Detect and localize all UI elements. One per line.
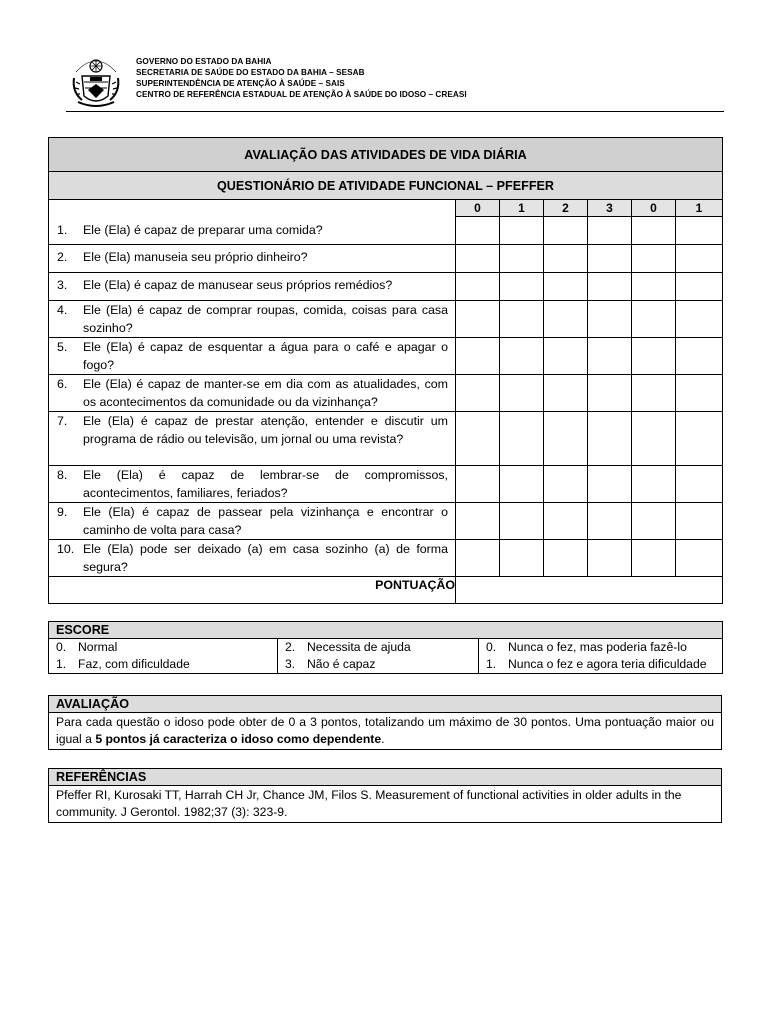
total-score-label: PONTUAÇÃO: [49, 577, 456, 604]
score-cell[interactable]: [456, 540, 500, 577]
avaliacao-text-end: .: [381, 732, 385, 746]
avaliacao-section: [48, 695, 722, 750]
escore-code: 0.: [56, 640, 67, 654]
escore-column: [278, 639, 479, 674]
question-cell: [49, 466, 456, 503]
score-cell[interactable]: [456, 375, 500, 412]
question-cell: [49, 412, 456, 466]
escore-label: Nunca o fez, mas poderia fazê-lo: [508, 640, 687, 654]
question-number: 1.: [57, 222, 68, 237]
question-text: Ele (Ela) é capaz de passear pela vizinhança e encontrar o caminho de volta para casa?: [83, 505, 448, 537]
escore-label: Faz, com dificuldade: [78, 657, 190, 671]
escore-legend: [48, 621, 723, 674]
score-cell[interactable]: [632, 375, 676, 412]
score-column-header: 2: [544, 200, 588, 217]
escore-label: Nunca o fez e agora teria dificuldade: [508, 657, 707, 671]
score-cell[interactable]: [676, 217, 723, 245]
escore-label: Não é capaz: [307, 657, 376, 671]
score-cell[interactable]: [632, 338, 676, 375]
pfeffer-questionnaire-table: [48, 137, 723, 604]
question-number: 7.: [57, 414, 68, 428]
score-cell[interactable]: [588, 273, 632, 301]
referencias-section: [48, 768, 722, 823]
score-column-header: 3: [588, 200, 632, 217]
score-cell[interactable]: [500, 273, 544, 301]
score-cell[interactable]: [676, 540, 723, 577]
score-cell[interactable]: [456, 217, 500, 245]
score-cell[interactable]: [676, 503, 723, 540]
header-line-government: GOVERNO DO ESTADO DA BAHIA: [136, 57, 272, 66]
score-cell[interactable]: [500, 338, 544, 375]
escore-code: 3.: [285, 657, 296, 671]
score-cell[interactable]: [544, 338, 588, 375]
question-number: 5.: [57, 340, 68, 354]
score-cell[interactable]: [632, 466, 676, 503]
score-cell[interactable]: [456, 338, 500, 375]
question-text: Ele (Ela) é capaz de prestar atenção, entender e discutir um programa de rádio ou televisão, um jornal ou uma revista?: [83, 414, 448, 446]
escore-code: 1.: [486, 657, 497, 671]
score-column-header: 0: [632, 200, 676, 217]
question-number: 8.: [57, 468, 68, 482]
score-cell[interactable]: [544, 466, 588, 503]
escore-code: 0.: [486, 640, 497, 654]
score-cell[interactable]: [500, 503, 544, 540]
score-cell[interactable]: [500, 375, 544, 412]
score-cell[interactable]: [500, 301, 544, 338]
score-cell[interactable]: [456, 245, 500, 273]
score-cell[interactable]: [544, 540, 588, 577]
score-cell[interactable]: [632, 301, 676, 338]
score-cell[interactable]: [500, 540, 544, 577]
score-cell[interactable]: [500, 466, 544, 503]
escore-label: Normal: [78, 640, 118, 654]
question-cell: [49, 273, 456, 301]
form-title: AVALIAÇÃO DAS ATIVIDADES DE VIDA DIÁRIA: [49, 138, 723, 172]
score-column-header: 1: [500, 200, 544, 217]
question-text: Ele (Ela) é capaz de preparar uma comida?: [83, 222, 323, 237]
question-text: Ele (Ela) é capaz de lembrar-se de compromissos, acontecimentos, familiares, feriados?: [83, 468, 448, 500]
question-cell: [49, 200, 456, 245]
score-cell[interactable]: [632, 273, 676, 301]
question-cell: [49, 540, 456, 577]
score-cell[interactable]: [588, 540, 632, 577]
header-line-superintendence: SUPERINTENDÊNCIA DE ATENÇÃO À SAÚDE – SAIS: [136, 79, 345, 88]
score-cell[interactable]: [544, 273, 588, 301]
score-cell[interactable]: [632, 412, 676, 466]
form-subtitle: QUESTIONÁRIO DE ATIVIDADE FUNCIONAL – PFEFFER: [49, 172, 723, 200]
score-cell[interactable]: [588, 217, 632, 245]
score-cell[interactable]: [632, 245, 676, 273]
avaliacao-text-bold: 5 pontos já caracteriza o idoso como dependente: [95, 732, 382, 746]
avaliacao-text-plain: Para cada questão o idoso pode obter de 0 a 3 pontos, totalizando um máximo de 30 pontos. Uma pontuação maior ou igual a: [56, 715, 714, 746]
score-cell[interactable]: [500, 412, 544, 466]
question-text: Ele (Ela) pode ser deixado (a) em casa sozinho (a) de forma segura?: [83, 542, 448, 574]
score-cell[interactable]: [676, 375, 723, 412]
question-cell: [49, 503, 456, 540]
question-text: Ele (Ela) é capaz de manter-se em dia com as atualidades, com os acontecimentos da comunidade ou da vizinhança?: [83, 377, 448, 409]
question-number: 6.: [57, 377, 68, 391]
question-cell: [49, 375, 456, 412]
question-number: 3.: [57, 278, 68, 292]
referencias-text: Pfeffer RI, Kurosaki TT, Harrah CH Jr, Chance JM, Filos S. Measurement of functional activities in older adults in the community. J Gerontol. 1982;37 (3): 323-9.: [49, 786, 722, 823]
score-cell[interactable]: [456, 273, 500, 301]
escore-code: 2.: [285, 640, 296, 654]
state-seal-icon: [68, 52, 124, 108]
score-cell[interactable]: [676, 338, 723, 375]
question-text: Ele (Ela) manuseia seu próprio dinheiro?: [83, 250, 308, 264]
total-score-cell[interactable]: [456, 577, 723, 604]
score-column-header: 1: [676, 200, 723, 217]
escore-column: [479, 639, 723, 674]
score-cell[interactable]: [588, 503, 632, 540]
score-cell[interactable]: [456, 503, 500, 540]
question-text: Ele (Ela) é capaz de comprar roupas, comida, coisas para casa sozinho?: [83, 303, 448, 335]
score-cell[interactable]: [544, 301, 588, 338]
question-number: 2.: [57, 250, 68, 264]
score-cell[interactable]: [676, 245, 723, 273]
escore-column: [49, 639, 278, 674]
score-cell[interactable]: [500, 217, 544, 245]
score-cell[interactable]: [456, 466, 500, 503]
score-cell[interactable]: [632, 540, 676, 577]
escore-code: 1.: [56, 657, 67, 671]
header-divider: [66, 111, 724, 112]
question-text: Ele (Ela) é capaz de esquentar a água para o café e apagar o fogo?: [83, 340, 448, 372]
score-cell[interactable]: [632, 217, 676, 245]
score-cell[interactable]: [588, 412, 632, 466]
escore-label: Necessita de ajuda: [307, 640, 411, 654]
score-cell[interactable]: [544, 245, 588, 273]
question-number: 9.: [57, 505, 68, 519]
question-number: 10.: [57, 542, 75, 556]
score-cell[interactable]: [632, 503, 676, 540]
score-cell[interactable]: [676, 412, 723, 466]
score-cell[interactable]: [500, 245, 544, 273]
avaliacao-text: [49, 713, 722, 750]
avaliacao-heading: AVALIAÇÃO: [49, 696, 722, 713]
question-cell: [49, 245, 456, 273]
score-cell[interactable]: [544, 375, 588, 412]
score-cell[interactable]: [676, 301, 723, 338]
header-line-secretariat: SECRETARIA DE SAÚDE DO ESTADO DA BAHIA – SESAB: [136, 68, 365, 77]
score-cell[interactable]: [588, 245, 632, 273]
question-cell: [49, 301, 456, 338]
score-cell[interactable]: [588, 338, 632, 375]
document-header: [66, 52, 724, 110]
question-cell: [49, 338, 456, 375]
score-cell[interactable]: [588, 301, 632, 338]
score-cell[interactable]: [588, 466, 632, 503]
score-cell[interactable]: [456, 412, 500, 466]
score-cell[interactable]: [676, 273, 723, 301]
score-cell[interactable]: [544, 412, 588, 466]
header-line-center: CENTRO DE REFERÊNCIA ESTADUAL DE ATENÇÃO À SAÚDE DO IDOSO – CREASI: [136, 90, 467, 99]
score-cell[interactable]: [544, 217, 588, 245]
score-cell[interactable]: [588, 375, 632, 412]
referencias-heading: REFERÊNCIAS: [49, 769, 722, 786]
score-column-header: 0: [456, 200, 500, 217]
score-cell[interactable]: [544, 503, 588, 540]
escore-heading: ESCORE: [49, 622, 723, 639]
question-text: Ele (Ela) é capaz de manusear seus próprios remédios?: [83, 278, 393, 292]
score-cell[interactable]: [676, 466, 723, 503]
score-cell[interactable]: [456, 301, 500, 338]
header-institution-lines: [136, 56, 467, 100]
question-number: 4.: [57, 303, 68, 317]
